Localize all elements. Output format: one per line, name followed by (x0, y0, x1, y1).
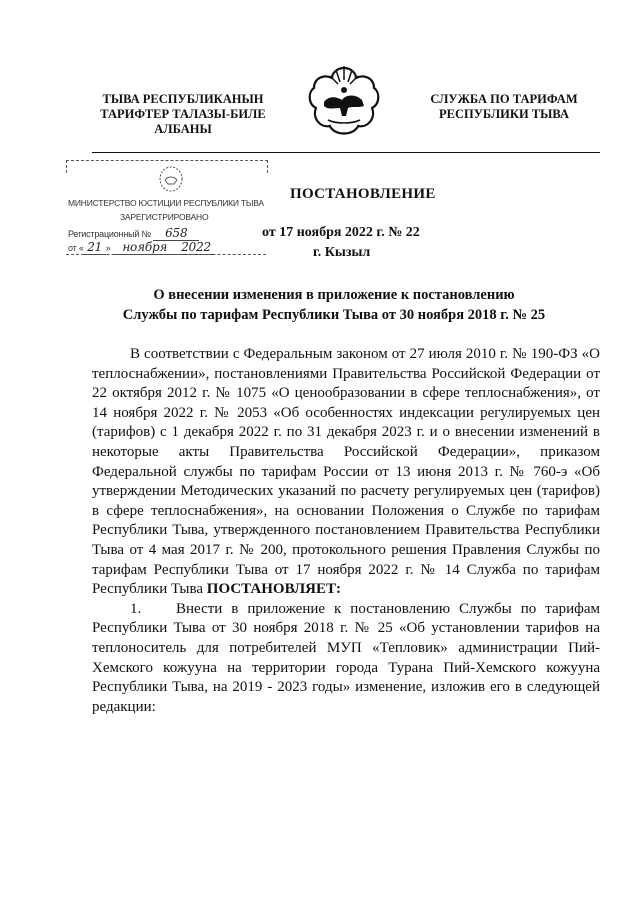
resolves-colon: : (336, 581, 342, 598)
document-body (92, 345, 600, 717)
stamp-date-year: 2022 (179, 240, 213, 255)
header-left-org (88, 92, 278, 137)
stamp-reg-row (68, 226, 199, 241)
stamp-emblem-icon (154, 164, 188, 194)
document-title: ПОСТАНОВЛЕНИЕ (290, 186, 436, 202)
stamp-date-row (68, 240, 213, 255)
header-left-line: АЛБАНЫ (154, 122, 212, 136)
body-paragraph-item-1 (92, 600, 600, 718)
stamp-ministry-text: МИНИСТЕРСТВО ЮСТИЦИИ РЕСПУБЛИКИ ТЫВА (68, 198, 264, 208)
document-city: г. Кызыл (313, 245, 371, 260)
tuva-emblem-icon (306, 62, 382, 142)
header-divider (92, 152, 600, 153)
document-subject-line: Службы по тарифам Республики Тыва от 30 ноября 2018 г. № 25 (122, 307, 546, 323)
stamp-registered-text: ЗАРЕГИСТРИРОВАНО (120, 212, 209, 222)
stamp-frame-bottom (66, 254, 266, 255)
header-right-org (416, 92, 592, 122)
stamp-date-mid: » (105, 243, 111, 253)
document-subject-line: О внесении изменения в приложение к постановлению (153, 287, 515, 303)
header-right-line: РЕСПУБЛИКИ ТЫВА (439, 107, 569, 121)
stamp-date-day: 21 (84, 240, 106, 255)
stamp-reg-number: 658 (153, 226, 199, 241)
stamp-date-prefix: от « (68, 243, 84, 253)
item-number: 1. (130, 600, 142, 617)
stamp-date-month: ноября (113, 240, 177, 255)
item-text: Внести в приложение к постановлению Службы по тарифам Республики Тыва от 30 ноября 2018 г. № 25 «Об установлении тарифов на теплоноситель для потребителей МУП «Тепловик» администрации Пий-Хемского кожууна на территории города Турана Пий-Хемского кожууна Республики Тыва, на 2019 - 2023 годы» изменение, изложив его в следующей редакции: (92, 600, 600, 715)
preamble-text: В соответствии с Федеральным законом от 27 июля 2010 г. № 190-ФЗ «О теплоснабжении», постановлениями Правительства Российской Федерации от 22 октября 2012 г. № 1075 «О ценообразовании в сфере теплоснабжения», от 14 ноября 2022 г. № 2053 «Об особенностях индексации регулируемых цен (тарифов) с 1 декабря 2022 г. по 31 декабря 2023 г. и о внесении изменений в некоторые акты Правительства Российской Федерации», приказом Федеральной службы по тарифам России от 13 июня 2013 г. № 760-э «Об утверждении Методических указаний по расчету регулируемых цен (тарифов) в сфере теплоснабжения», на основании Положения о Службе по тарифам Республики Тыва, утвержденного постановлением Правительства Республики Тыва от 4 мая 2017 г. № 200, протокольного решения Правления Службы по тарифам Республики Тыва от 17 ноября 2022 г. № 14 Служба по тарифам Республики Тыва (92, 346, 600, 598)
stamp-reg-label: Регистрационный № (68, 229, 151, 239)
resolves-keyword: ПОСТАНОВЛЯЕТ (206, 581, 337, 598)
header-left-line: ТАРИФТЕР ТАЛАЗЫ-БИЛЕ (100, 107, 266, 121)
document-date-number: от 17 ноября 2022 г. № 22 (262, 225, 420, 240)
body-paragraph-preamble (92, 345, 600, 600)
registration-stamp (64, 156, 274, 256)
header-left-line: ТЫВА РЕСПУБЛИКАНЫН (102, 92, 264, 106)
header-right-line: СЛУЖБА ПО ТАРИФАМ (430, 92, 578, 106)
